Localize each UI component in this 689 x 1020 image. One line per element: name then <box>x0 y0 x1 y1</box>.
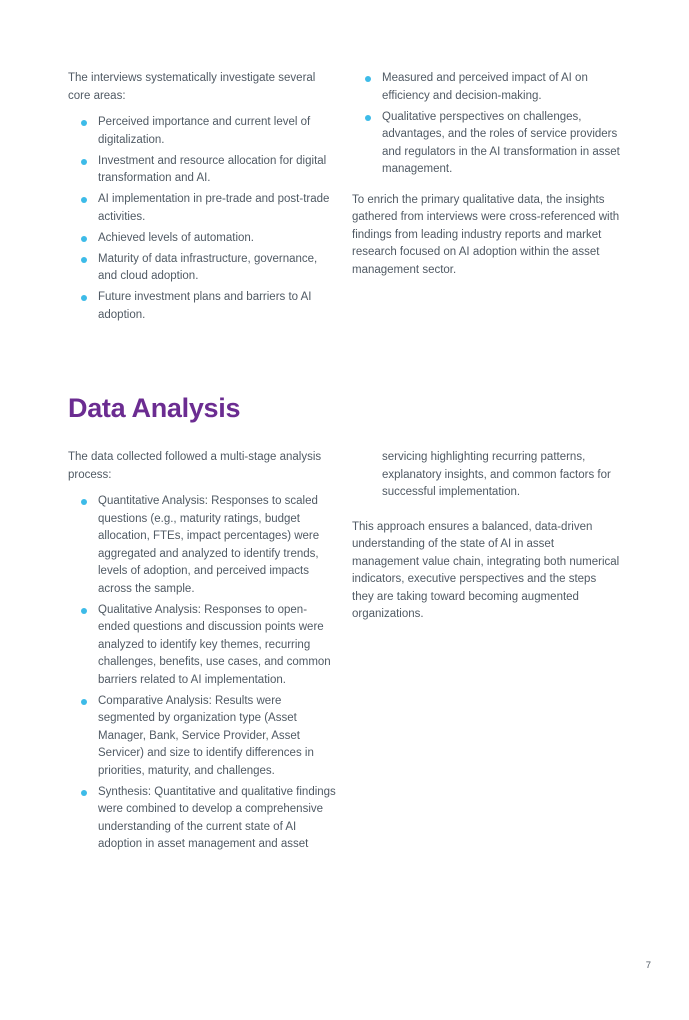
list-item: Measured and perceived impact of AI on efficiency and decision-making. <box>352 70 620 105</box>
section-heading: Data Analysis <box>68 393 241 423</box>
list-item: Qualitative Analysis: Responses to open-ended questions and discussion points were analyzed to identify key themes, recurring challenges, benefits, use cases, and common barriers related to AI implementation. <box>68 602 336 690</box>
analysis-intro: The data collected followed a multi-stage analysis process: <box>68 451 322 481</box>
analysis-left-column <box>68 449 336 857</box>
list-item: Quantitative Analysis: Responses to scaled questions (e.g., maturity ratings, budget allocation, FTEs, impact percentages) were aggregated and analyzed to identify trends, levels of adoption, and perceived impacts across the sample. <box>68 493 336 598</box>
interviews-list-left <box>68 114 336 324</box>
list-item: Achieved levels of automation. <box>68 230 336 248</box>
list-item: AI implementation in pre-trade and post-trade activities. <box>68 191 336 226</box>
interviews-intro: The interviews systematically investigate several core areas: <box>68 72 316 102</box>
page-number: 7 <box>645 960 651 971</box>
list-item: Qualitative perspectives on challenges, advantages, and the roles of service providers and regulators in the AI transformation in asset management. <box>352 109 620 179</box>
analysis-list <box>68 493 336 854</box>
interviews-list-right <box>352 70 620 179</box>
list-item: Comparative Analysis: Results were segmented by organization type (Asset Manager, Bank, Service Provider, Asset Servicer) and size to identify differences in priorities, maturity, and challenges. <box>68 693 336 781</box>
list-item: Maturity of data infrastructure, governance, and cloud adoption. <box>68 251 336 286</box>
interviews-left-column <box>68 70 336 328</box>
analysis-right-column <box>352 449 620 624</box>
list-item: Synthesis: Quantitative and qualitative findings were combined to develop a comprehensive understanding of the current state of AI adoption in asset management and asset <box>68 784 336 854</box>
list-item: Investment and resource allocation for digital transformation and AI. <box>68 153 336 188</box>
list-continuation: servicing highlighting recurring patterns, explanatory insights, and common factors for successful implementation. <box>382 451 611 498</box>
interviews-right-column <box>352 70 620 279</box>
list-item: Perceived importance and current level of digitalization. <box>68 114 336 149</box>
closing-paragraph: This approach ensures a balanced, data-driven understanding of the state of AI in asset management value chain, integrating both numerical indicators, executive perspectives and the steps they are taking toward becoming augmented organizations. <box>352 520 620 620</box>
enrich-paragraph: To enrich the primary qualitative data, the insights gathered from interviews were cross-referenced with findings from leading industry reports and market research focused on AI adoption within the asset management sector. <box>352 193 620 276</box>
list-item: Future investment plans and barriers to AI adoption. <box>68 289 336 324</box>
